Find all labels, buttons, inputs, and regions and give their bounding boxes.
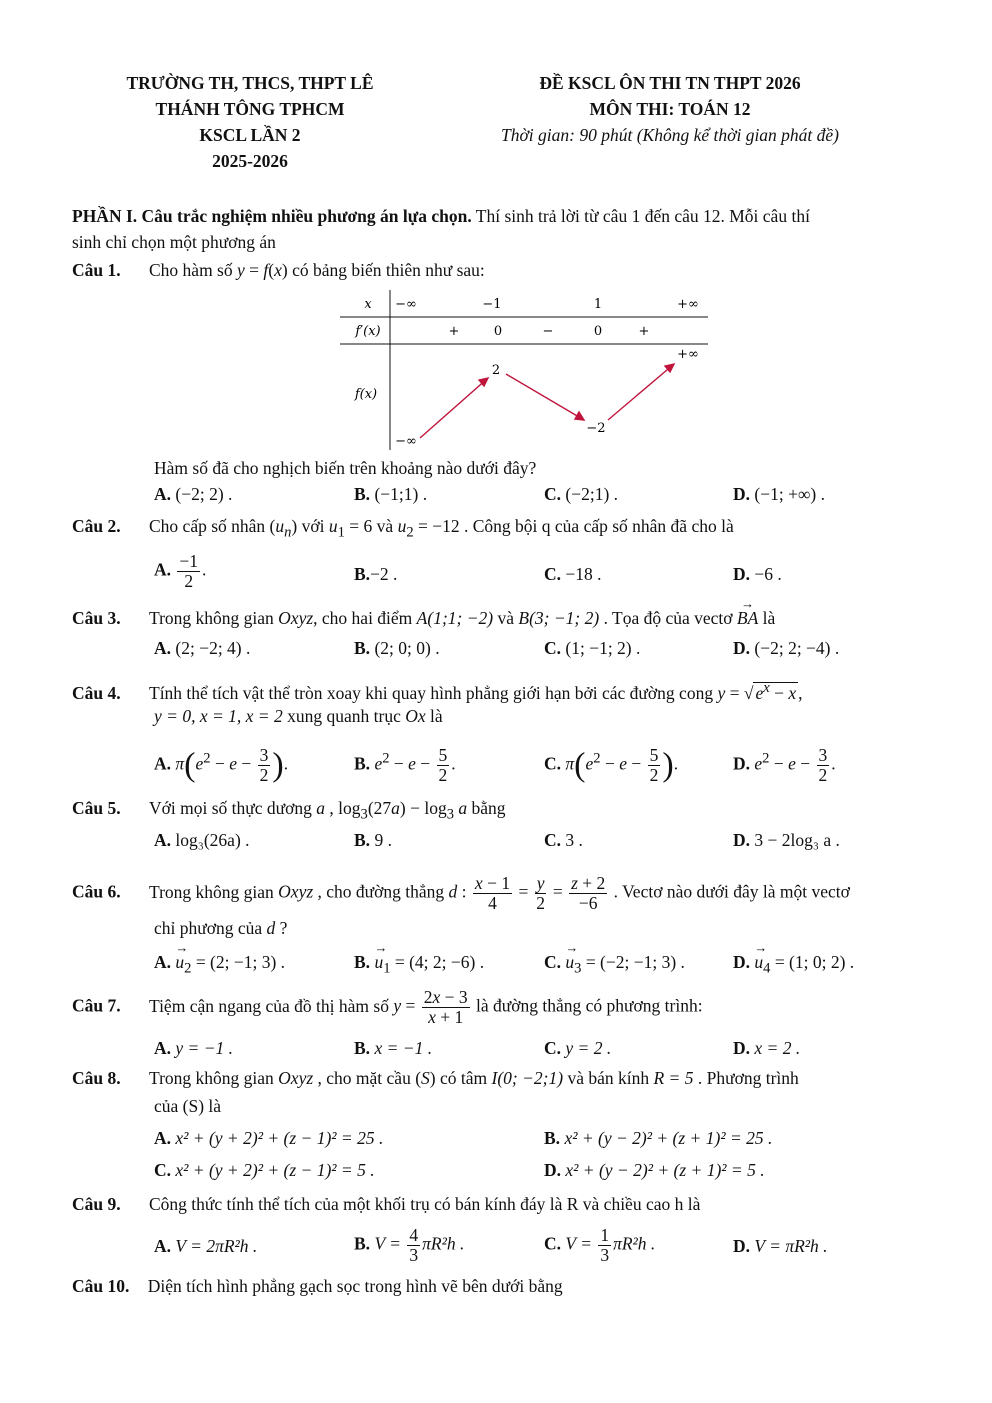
- q5-option-c[interactable]: C. 3 .: [544, 830, 583, 850]
- q7-option-a[interactable]: A. y = −1 .: [154, 1038, 234, 1058]
- x-value: −∞: [395, 297, 417, 312]
- q6-stem: Câu 6. Trong không gian Oxyz , cho đường thẳng d : $\frac{x - 1}{4}$ = $\frac{y}{2}$ = $\frac{z + 2}{-6}$ . Vectơ nào dưới đây là một vectơ: [72, 873, 850, 913]
- f-value: +∞: [677, 347, 699, 362]
- q7-label: Câu 7.: [72, 995, 121, 1016]
- q1-stem: Câu 1. Cho hàm số y = f(x) có bảng biến thiên như sau:: [72, 260, 485, 280]
- q8-option-c[interactable]: C. x² + (y + 2)² + (z − 1)² = 5 .: [154, 1160, 375, 1180]
- q4-option-d[interactable]: D. $e^2 - e$ − $\frac{3}{2}$ .: [733, 745, 836, 785]
- exam-subject: MÔN THI: TOÁN 12: [589, 99, 751, 119]
- sign: +: [638, 324, 650, 339]
- q2-option-a[interactable]: A. $\frac{-1}{2}$ .: [154, 551, 207, 591]
- sign: +: [448, 324, 460, 339]
- q8-option-a[interactable]: A. x² + (y + 2)² + (z − 1)² = 25 .: [154, 1128, 384, 1148]
- q3-option-b[interactable]: B. (2; 0; 0) .: [354, 638, 440, 658]
- q4-label: Câu 4.: [72, 682, 121, 703]
- table-x-label: x: [364, 297, 372, 312]
- q3-option-d[interactable]: D. (−2; 2; −4) .: [733, 638, 840, 658]
- q1-label: Câu 1.: [72, 260, 121, 280]
- q1-option-c[interactable]: C. (−2;1) .: [544, 484, 619, 504]
- q10-label: Câu 10.: [72, 1276, 130, 1296]
- q4-stem: Câu 4. Tính thể tích vật thể tròn xoay khi quay hình phẳng giới hạn bởi các đường cong y = √ $e^x - x$ ,: [72, 680, 803, 703]
- q4-stem-2: y = 0, x = 1, x = 2 xung quanh trục Ox là: [154, 706, 443, 726]
- q4-option-a[interactable]: A. $\pi(e^2 - e$ − $\frac{3}{2}$ ).: [154, 745, 289, 785]
- q1-post: có bảng biến thiên như sau:: [287, 260, 485, 280]
- q9-option-a[interactable]: A. V = 2πR²h .: [154, 1236, 258, 1256]
- q1-pre: Cho hàm số: [149, 260, 237, 280]
- school-header: [100, 70, 400, 174]
- school-line-3: KSCL LẦN 2: [199, 125, 301, 145]
- q9-stem: Câu 9. Công thức tính thể tích của một khối trụ có bán kính đáy là R và chiều cao h là: [72, 1194, 701, 1214]
- f-value: −2: [586, 421, 606, 436]
- q5-option-d[interactable]: D. 3 − 2log₃ a .: [733, 830, 840, 850]
- q6-option-a[interactable]: A. → $u_2 = (2$; −1; 3) .: [154, 950, 285, 981]
- q2-label: Câu 2.: [72, 516, 121, 536]
- x-value: +∞: [677, 297, 699, 312]
- table-fprime-label: f′(x): [355, 324, 381, 339]
- q6-option-b[interactable]: B. → $u_1 = (4$; 2; −6) .: [354, 950, 484, 981]
- q3-label: Câu 3.: [72, 608, 121, 628]
- f-value: −∞: [395, 434, 417, 449]
- q1-option-d[interactable]: D. (−1; +∞) .: [733, 484, 825, 504]
- q8-stem-2: của (S) là: [154, 1096, 222, 1116]
- part1-heading: [72, 204, 810, 228]
- x-value: 1: [593, 297, 603, 312]
- q6-stem-2: chỉ phương của d ?: [154, 918, 288, 938]
- q5-stem: Câu 5. Với mọi số thực dương a , $\log_3(27a) - \log_3 a$ bằng: [72, 798, 506, 823]
- part1-desc: Thí sinh trả lời từ câu 1 đến câu 12. Mỗi câu thí: [471, 206, 810, 226]
- q3-option-c[interactable]: C. (1; −1; 2) .: [544, 638, 641, 658]
- q3-stem: Câu 3. Trong không gian Oxyz, cho hai điểm A(1;1; −2) và B(3; −1; 2) . Tọa độ của vectơ → BA là: [72, 606, 775, 630]
- f-value: 2: [491, 363, 501, 378]
- q3-option-a[interactable]: A. (2; −2; 4) .: [154, 638, 251, 658]
- q10-stem: Câu 10. Diện tích hình phẳng gạch sọc trong hình vẽ bên dưới bằng: [72, 1276, 563, 1296]
- variation-arrows: [420, 364, 674, 438]
- x-value: −1: [482, 297, 502, 312]
- q9-option-d[interactable]: D. V = πR²h .: [733, 1236, 828, 1256]
- q6-option-c[interactable]: C. → $u_3 = (-2$; −1; 3) .: [544, 950, 685, 981]
- q6-option-d[interactable]: D. → $u_4 = (1$; 0; 2) .: [733, 950, 854, 981]
- q7-option-c[interactable]: C. y = 2 .: [544, 1038, 612, 1058]
- exam-title: ĐỀ KSCL ÔN THI TN THPT 2026: [539, 73, 801, 93]
- part1-title: PHẦN I. Câu trắc nghiệm nhiều phương án lựa chọn.: [72, 206, 472, 226]
- q7-stem: Câu 7. Tiệm cận ngang của đồ thị hàm số y = $\frac{2x - 3}{x + 1}$ là đường thẳng có phương trình:: [72, 987, 703, 1027]
- q9-option-c[interactable]: C. V = $\frac{1}{3}$ πR²h .: [544, 1225, 656, 1265]
- q8-option-b[interactable]: B. x² + (y − 2)² + (z + 1)² = 25 .: [544, 1128, 773, 1148]
- q2-option-c[interactable]: C. −18 .: [544, 564, 602, 584]
- q4-option-b[interactable]: B. $e^2 - e$ − $\frac{5}{2}$ .: [354, 745, 456, 785]
- q2-option-b[interactable]: B.−2 .: [354, 564, 398, 584]
- q9-option-b[interactable]: B. V = $\frac{4}{3}$ πR²h .: [354, 1225, 465, 1265]
- q5-option-a[interactable]: A. log₃(26a) .: [154, 830, 250, 850]
- q8-label: Câu 8.: [72, 1068, 121, 1088]
- q8-stem: Câu 8. Trong không gian Oxyz , cho mặt cầu (S) có tâm I(0; −2;1) và bán kính R = 5 . Phương trình: [72, 1068, 799, 1088]
- school-line-4: 2025-2026: [212, 151, 288, 171]
- sign: 0: [593, 324, 603, 339]
- q5-label: Câu 5.: [72, 798, 121, 818]
- q9-label: Câu 9.: [72, 1194, 121, 1214]
- q2-stem: Câu 2. Cho cấp số nhân $(u_n)$ với $u_1 = 6$ và $u_2 = -12$ . Công bội q của cấp số nhân đã cho là: [72, 516, 734, 541]
- vector-ba: → BA: [737, 606, 758, 630]
- sign: 0: [493, 324, 503, 339]
- school-line-1: TRƯỜNG TH, THCS, THPT LÊ: [126, 73, 374, 93]
- q5-option-b[interactable]: B. 9 .: [354, 830, 392, 850]
- exam-header: [470, 70, 870, 148]
- q1-ask: Hàm số đã cho nghịch biến trên khoảng nào dưới đây?: [154, 458, 537, 478]
- school-line-2: THÁNH TÔNG TPHCM: [155, 99, 345, 119]
- q4-option-c[interactable]: C. $\pi(e^2 - e$ − $\frac{5}{2}$ ).: [544, 745, 679, 785]
- q1-option-a[interactable]: A. (−2; 2) .: [154, 484, 233, 504]
- q6-label: Câu 6.: [72, 881, 121, 902]
- sign: −: [542, 324, 554, 339]
- part1-desc-2: sinh chỉ chọn một phương án: [72, 232, 276, 252]
- q1-option-b[interactable]: B. (−1;1) .: [354, 484, 428, 504]
- q2-option-d[interactable]: D. −6 .: [733, 564, 782, 584]
- q7-option-b[interactable]: B. x = −1 .: [354, 1038, 433, 1058]
- variation-table: [340, 290, 720, 450]
- q7-option-d[interactable]: D. x = 2 .: [733, 1038, 801, 1058]
- q8-option-d[interactable]: D. x² + (y − 2)² + (z + 1)² = 5 .: [544, 1160, 765, 1180]
- exam-time: Thời gian: 90 phút (Không kể thời gian phát đề): [500, 125, 840, 145]
- table-f-label: f(x): [354, 387, 378, 402]
